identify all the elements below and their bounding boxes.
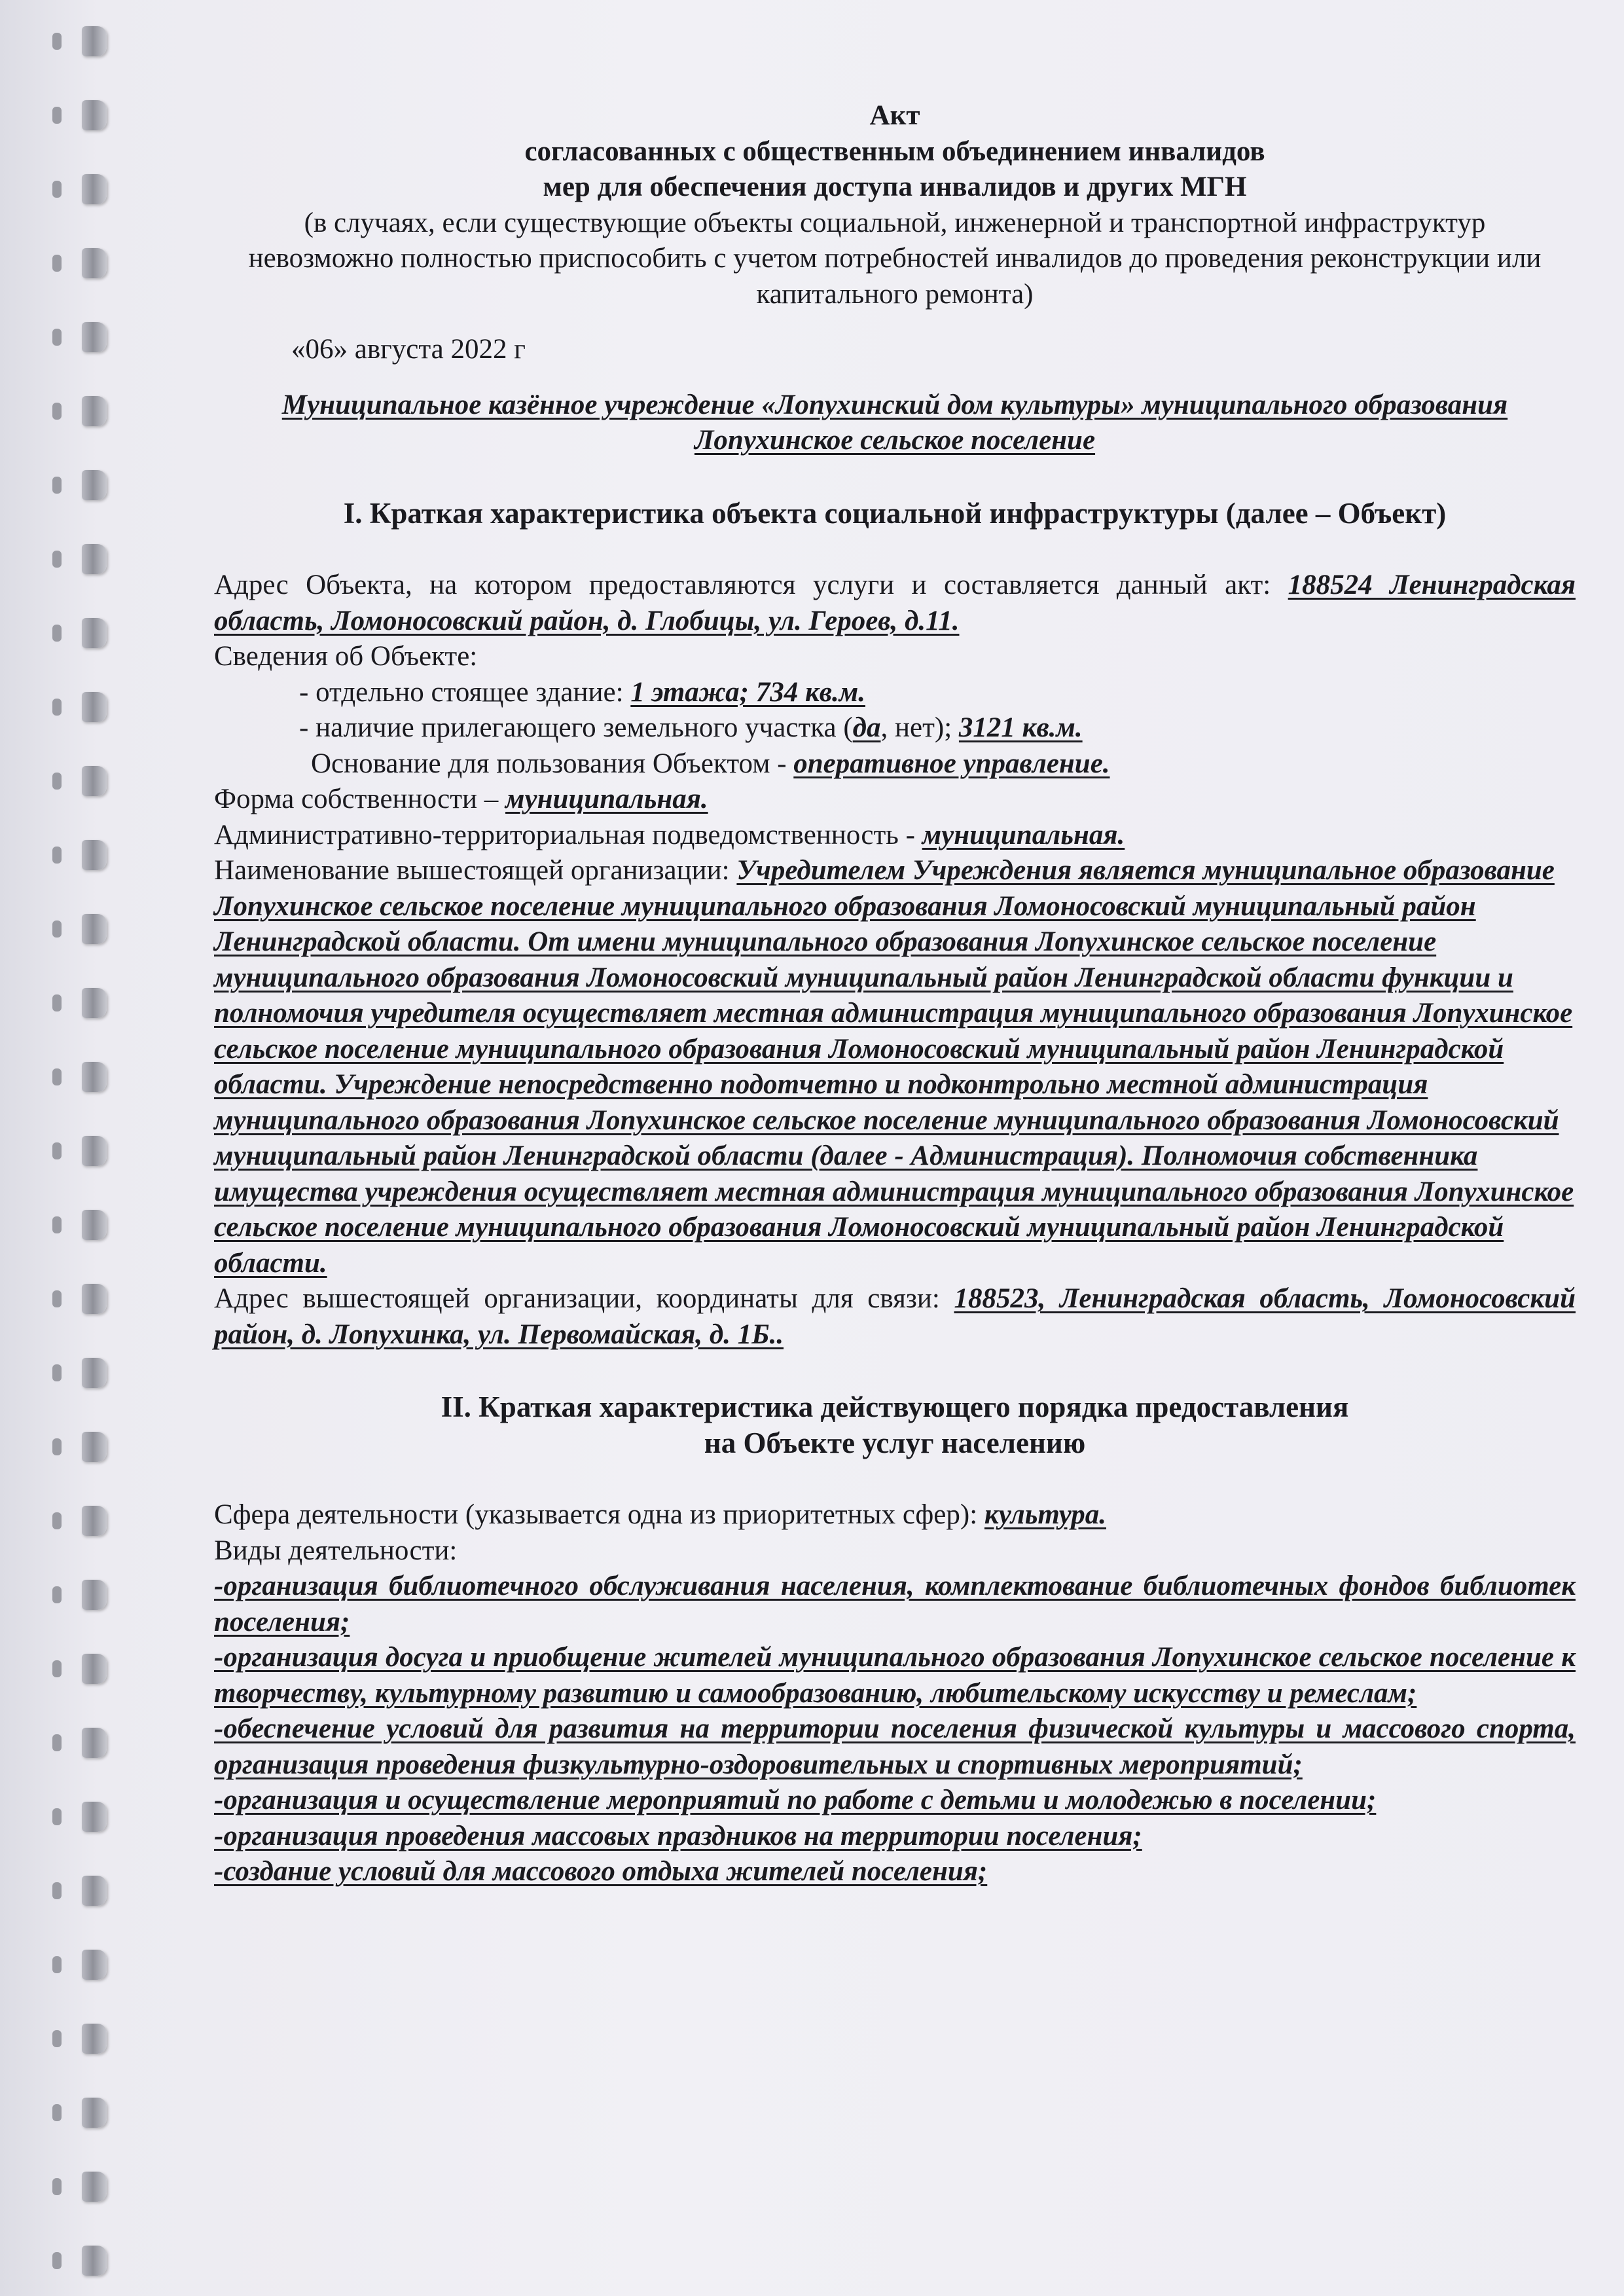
binding-hole <box>52 1586 62 1603</box>
binding-ring <box>82 1580 107 1610</box>
binding-ring <box>82 1654 107 1684</box>
binding-hole <box>52 403 62 420</box>
activity-sphere: Сфера деятельности (указывается одна из приоритетных сфер): культура. <box>214 1499 1106 1530</box>
section-2-heading-line-2: на Объекте услуг населению <box>704 1426 1086 1459</box>
binding-hole <box>52 699 62 716</box>
section-2-heading-line-1: II. Краткая характеристика действующего порядка предоставления <box>441 1391 1349 1423</box>
usage-basis: Основание для пользования Объектом - оперативное управление. <box>311 748 1110 779</box>
binding-hole <box>52 1882 62 1899</box>
binding-ring <box>82 1210 107 1240</box>
binding-hole <box>52 1734 62 1751</box>
document-body <box>214 98 1576 1890</box>
binding-hole <box>52 994 62 1011</box>
spiral-binding <box>46 0 118 2296</box>
binding-hole <box>52 551 62 568</box>
section-1-heading: I. Краткая характеристика объекта социальной инфраструктуры (далее – Объект) <box>343 496 1447 530</box>
binding-hole <box>52 625 62 642</box>
binding-ring <box>82 322 107 352</box>
activity-item: -организация досуга и приобщение жителей муниципального образования Лопухинское сельское поселение к творчеству, культурному развитию и самообразованию, любительскому искусству и ремеслам; <box>214 1642 1576 1709</box>
binding-ring <box>82 396 107 426</box>
binding-hole <box>52 181 62 198</box>
binding-ring <box>82 248 107 278</box>
binding-ring <box>82 1136 107 1166</box>
binding-hole <box>52 2030 62 2047</box>
activities-label: Виды деятельности: <box>214 1535 458 1566</box>
act-date: «06» августа 2022 г <box>291 334 526 365</box>
binding-ring <box>82 174 107 204</box>
binding-hole <box>52 1290 62 1307</box>
binding-ring <box>82 26 107 56</box>
object-info-label: Сведения об Объекте: <box>214 641 478 672</box>
binding-ring <box>82 1506 107 1536</box>
act-title: Акт <box>869 100 920 131</box>
binding-ring <box>82 1802 107 1832</box>
act-note: (в случаях, если существующие объекты социальной, инженерной и транспортной инфраструктур невозможно полностью приспособить с учетом потребностей инвалидов до проведения реконструкции или капитального ремонта) <box>248 207 1542 310</box>
binding-hole <box>52 255 62 272</box>
binding-hole <box>52 773 62 790</box>
binding-ring <box>82 2024 107 2054</box>
binding-ring <box>82 1284 107 1314</box>
binding-hole <box>52 1660 62 1677</box>
building-info: - отдельно стоящее здание: 1 этажа; 734 кв.м. <box>299 676 865 708</box>
binding-hole <box>52 1438 62 1455</box>
binding-ring <box>82 840 107 870</box>
binding-hole <box>52 1512 62 1529</box>
binding-ring <box>82 100 107 130</box>
binding-ring <box>82 1432 107 1462</box>
binding-hole <box>52 2178 62 2195</box>
activity-item: -организация и осуществление мероприятий по работе с детьми и молодежью в поселении; <box>214 1785 1377 1815</box>
binding-ring <box>82 544 107 574</box>
binding-hole <box>52 920 62 938</box>
binding-ring <box>82 618 107 648</box>
binding-hole <box>52 1142 62 1159</box>
binding-hole <box>52 477 62 494</box>
parent-organization-address: Адрес вышестоящей организации, координаты для связи: 188523, Ленинградская область, Ломоносовский район, д. Лопухинка, ул. Первомайская, д. 1Б.. <box>214 1283 1576 1350</box>
land-info: - наличие прилегающего земельного участка (да, нет); 3121 кв.м. <box>299 712 1083 743</box>
activity-item: -создание условий для массового отдыха жителей поселения; <box>214 1856 988 1887</box>
organization-name: Муниципальное казённое учреждение «Лопухинский дом культуры» муниципального образования Лопухинское сельское поселение <box>281 389 1508 456</box>
binding-ring <box>82 470 107 500</box>
binding-hole <box>52 33 62 50</box>
binding-hole <box>52 1068 62 1085</box>
binding-ring <box>82 1062 107 1092</box>
binding-ring <box>82 692 107 722</box>
binding-hole <box>52 2252 62 2269</box>
binding-hole <box>52 2104 62 2121</box>
administrative-subordination: Административно-территориальная подведомственность - муниципальная. <box>214 819 1125 850</box>
binding-hole <box>52 847 62 864</box>
binding-ring <box>82 1358 107 1388</box>
act-subtitle-line-2: согласованных с общественным объединением инвалидов <box>524 136 1265 167</box>
binding-ring <box>82 2172 107 2202</box>
activity-item: -организация проведения массовых праздников на территории поселения; <box>214 1820 1142 1851</box>
activity-item: -организация библиотечного обслуживания населения, комплектование библиотечных фондов библиотек поселения; <box>214 1571 1576 1637</box>
binding-ring <box>82 914 107 944</box>
binding-hole <box>52 1364 62 1381</box>
binding-hole <box>52 329 62 346</box>
ownership-form: Форма собственности – муниципальная. <box>214 784 708 814</box>
binding-ring <box>82 988 107 1018</box>
binding-ring <box>82 2246 107 2276</box>
binding-ring <box>82 1950 107 1980</box>
act-subtitle-line-3: мер для обеспечения доступа инвалидов и других МГН <box>543 172 1247 202</box>
binding-hole <box>52 1956 62 1973</box>
binding-ring <box>82 1876 107 1906</box>
binding-ring <box>82 1728 107 1758</box>
binding-hole <box>52 1808 62 1825</box>
binding-hole <box>52 1216 62 1233</box>
object-address: Адрес Объекта, на котором предоставляются услуги и составляется данный акт: 188524 Ленинградская область, Ломоносовский район, д. Глобицы, ул. Героев, д.11. <box>214 570 1576 636</box>
activity-item: -обеспечение условий для развития на территории поселения физической культуры и массового спорта, организация проведения физкультурно-оздоровительных и спортивных мероприятий; <box>214 1713 1576 1780</box>
binding-ring <box>82 2098 107 2128</box>
binding-hole <box>52 107 62 124</box>
binding-ring <box>82 766 107 796</box>
parent-organization: Наименование вышестоящей организации: Учредителем Учреждения является муниципальное образование Лопухинское сельское поселение муниципального образования Ломоносовский муниципальный район Ленинградской области. От имени муниципального образования Лопухинское сельское поселение муниципального образования Ломоносовский муниципальный район Ленинградской области функции и полномочия учредителя осуществляет местная администрация муниципального образования Лопухинское сельское поселение муниципального образования Ломоносовский муниципальный район Ленинградской области. Учреждение непосредственно подотчетно и подконтрольно местной администрация муниципального образования Лопухинское сельское поселение муниципального образования Ломоносовский муниципальный район Ленинградской области (далее - Администрация). Полномочия собственника имущества учреждения осуществляет местная администрация муниципального образования Лопухинское сельское поселение муниципального образования Ломоносовский муниципальный район Ленинградской области. <box>214 855 1574 1279</box>
